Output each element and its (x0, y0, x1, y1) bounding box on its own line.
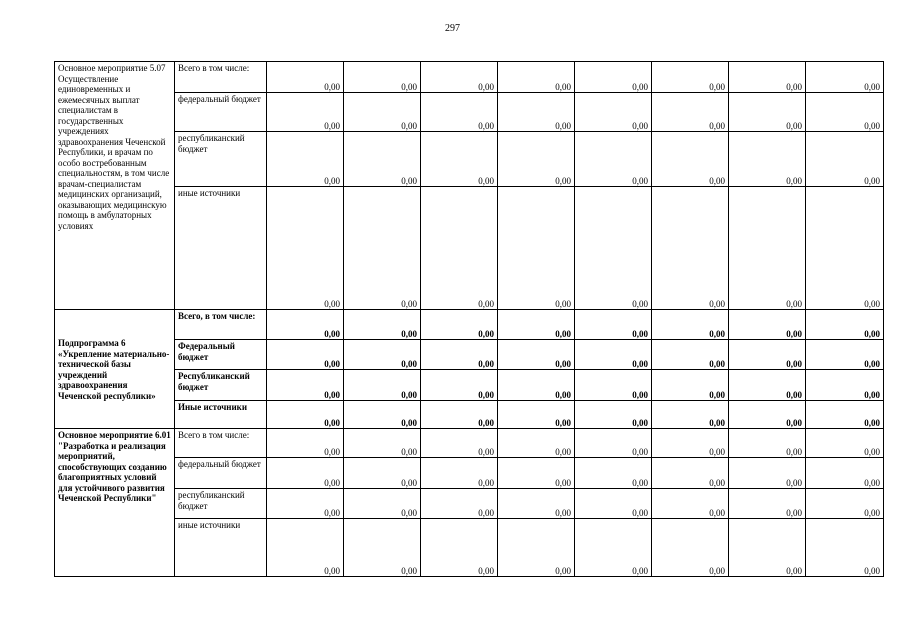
activity-description: Основное мероприятие 5.07 Осуществление единовременных и ежемесячных выплат специалистам в государственных учреждениях здравоохранения Чеченской Республики, и врачам по особо востребованным специальностям, в том числе врачам-специалистам медицинских организаций, оказывающих медицинскую помощь в амбулаторных условиях (55, 62, 175, 310)
value-cell: 0,00 (652, 429, 729, 458)
value-cell: 0,00 (575, 370, 652, 401)
table-row (55, 310, 884, 340)
value-cell: 0,00 (575, 340, 652, 370)
value-cell: 0,00 (575, 401, 652, 429)
value-cell: 0,00 (575, 519, 652, 577)
funding-source: Всего в том числе: (175, 429, 267, 458)
value-cell: 0,00 (498, 429, 575, 458)
value-cell: 0,00 (267, 132, 344, 187)
value-cell: 0,00 (575, 132, 652, 187)
value-cell: 0,00 (729, 340, 806, 370)
value-cell: 0,00 (806, 458, 884, 489)
table-row (55, 458, 884, 489)
table-row (55, 132, 884, 187)
funding-source: федеральный бюджет (175, 93, 267, 132)
funding-source: Иные источники (175, 401, 267, 429)
funding-source: иные источники (175, 187, 267, 310)
value-cell: 0,00 (267, 62, 344, 93)
value-cell: 0,00 (498, 401, 575, 429)
value-cell: 0,00 (729, 93, 806, 132)
value-cell: 0,00 (652, 62, 729, 93)
funding-source: республиканский бюджет (175, 132, 267, 187)
value-cell: 0,00 (421, 132, 498, 187)
value-cell: 0,00 (806, 401, 884, 429)
value-cell: 0,00 (498, 370, 575, 401)
value-cell: 0,00 (498, 310, 575, 340)
funding-source: федеральный бюджет (175, 458, 267, 489)
funding-source: Республиканский бюджет (175, 370, 267, 401)
value-cell: 0,00 (421, 340, 498, 370)
value-cell: 0,00 (344, 187, 421, 310)
funding-source: Всего, в том числе: (175, 310, 267, 340)
value-cell: 0,00 (729, 401, 806, 429)
value-cell: 0,00 (498, 340, 575, 370)
value-cell: 0,00 (344, 132, 421, 187)
value-cell: 0,00 (498, 519, 575, 577)
value-cell: 0,00 (729, 132, 806, 187)
value-cell: 0,00 (267, 401, 344, 429)
value-cell: 0,00 (344, 519, 421, 577)
value-cell: 0,00 (652, 187, 729, 310)
funding-source: Всего в том числе: (175, 62, 267, 93)
value-cell: 0,00 (267, 458, 344, 489)
value-cell: 0,00 (421, 519, 498, 577)
value-cell: 0,00 (344, 489, 421, 519)
value-cell: 0,00 (729, 429, 806, 458)
value-cell: 0,00 (267, 310, 344, 340)
value-cell: 0,00 (421, 62, 498, 93)
value-cell: 0,00 (652, 93, 729, 132)
value-cell: 0,00 (344, 401, 421, 429)
value-cell: 0,00 (267, 429, 344, 458)
value-cell: 0,00 (806, 429, 884, 458)
table-row (55, 340, 884, 370)
table-row (55, 187, 884, 310)
value-cell: 0,00 (498, 93, 575, 132)
value-cell: 0,00 (806, 519, 884, 577)
budget-table (54, 61, 884, 577)
value-cell: 0,00 (729, 62, 806, 93)
value-cell: 0,00 (806, 187, 884, 310)
value-cell: 0,00 (652, 132, 729, 187)
value-cell: 0,00 (344, 310, 421, 340)
value-cell: 0,00 (652, 340, 729, 370)
value-cell: 0,00 (267, 93, 344, 132)
value-cell: 0,00 (267, 187, 344, 310)
value-cell: 0,00 (421, 93, 498, 132)
value-cell: 0,00 (575, 458, 652, 489)
value-cell: 0,00 (729, 310, 806, 340)
value-cell: 0,00 (575, 62, 652, 93)
value-cell: 0,00 (344, 458, 421, 489)
value-cell: 0,00 (498, 489, 575, 519)
subprogram-description: Подпрограмма 6 «Укрепление материально-технической базы учреждений здравоохранения Чеченской республики» (55, 310, 175, 429)
value-cell: 0,00 (421, 489, 498, 519)
value-cell: 0,00 (806, 93, 884, 132)
table-row (55, 489, 884, 519)
value-cell: 0,00 (421, 310, 498, 340)
value-cell: 0,00 (575, 187, 652, 310)
table-row (55, 429, 884, 458)
value-cell: 0,00 (806, 132, 884, 187)
value-cell: 0,00 (652, 519, 729, 577)
value-cell: 0,00 (652, 401, 729, 429)
value-cell: 0,00 (806, 489, 884, 519)
value-cell: 0,00 (652, 370, 729, 401)
value-cell: 0,00 (421, 429, 498, 458)
value-cell: 0,00 (575, 489, 652, 519)
value-cell: 0,00 (344, 429, 421, 458)
value-cell: 0,00 (729, 458, 806, 489)
value-cell: 0,00 (421, 458, 498, 489)
value-cell: 0,00 (267, 489, 344, 519)
value-cell: 0,00 (729, 489, 806, 519)
page-number: 297 (445, 23, 460, 34)
value-cell: 0,00 (575, 429, 652, 458)
value-cell: 0,00 (344, 93, 421, 132)
value-cell: 0,00 (806, 310, 884, 340)
value-cell: 0,00 (498, 62, 575, 93)
value-cell: 0,00 (575, 310, 652, 340)
value-cell: 0,00 (806, 340, 884, 370)
value-cell: 0,00 (806, 62, 884, 93)
value-cell: 0,00 (652, 310, 729, 340)
value-cell: 0,00 (344, 340, 421, 370)
value-cell: 0,00 (498, 458, 575, 489)
value-cell: 0,00 (267, 370, 344, 401)
value-cell: 0,00 (652, 489, 729, 519)
value-cell: 0,00 (344, 370, 421, 401)
value-cell: 0,00 (729, 519, 806, 577)
value-cell: 0,00 (652, 458, 729, 489)
value-cell: 0,00 (498, 132, 575, 187)
value-cell: 0,00 (267, 519, 344, 577)
value-cell: 0,00 (806, 370, 884, 401)
value-cell: 0,00 (575, 93, 652, 132)
table-row (55, 519, 884, 577)
value-cell: 0,00 (729, 370, 806, 401)
value-cell: 0,00 (421, 187, 498, 310)
value-cell: 0,00 (729, 187, 806, 310)
value-cell: 0,00 (344, 62, 421, 93)
funding-source: иные источники (175, 519, 267, 577)
funding-source: Федеральный бюджет (175, 340, 267, 370)
value-cell: 0,00 (421, 401, 498, 429)
table-row (55, 370, 884, 401)
table-row (55, 93, 884, 132)
value-cell: 0,00 (421, 370, 498, 401)
table-row (55, 62, 884, 93)
value-cell: 0,00 (267, 340, 344, 370)
value-cell: 0,00 (498, 187, 575, 310)
activity-description: Основное мероприятие 6.01 "Разработка и реализация мероприятий, способствующих созданию благоприятных условий для устойчивого развития Чеченской Республики" (55, 429, 175, 577)
funding-source: республиканский бюджет (175, 489, 267, 519)
table-row (55, 401, 884, 429)
